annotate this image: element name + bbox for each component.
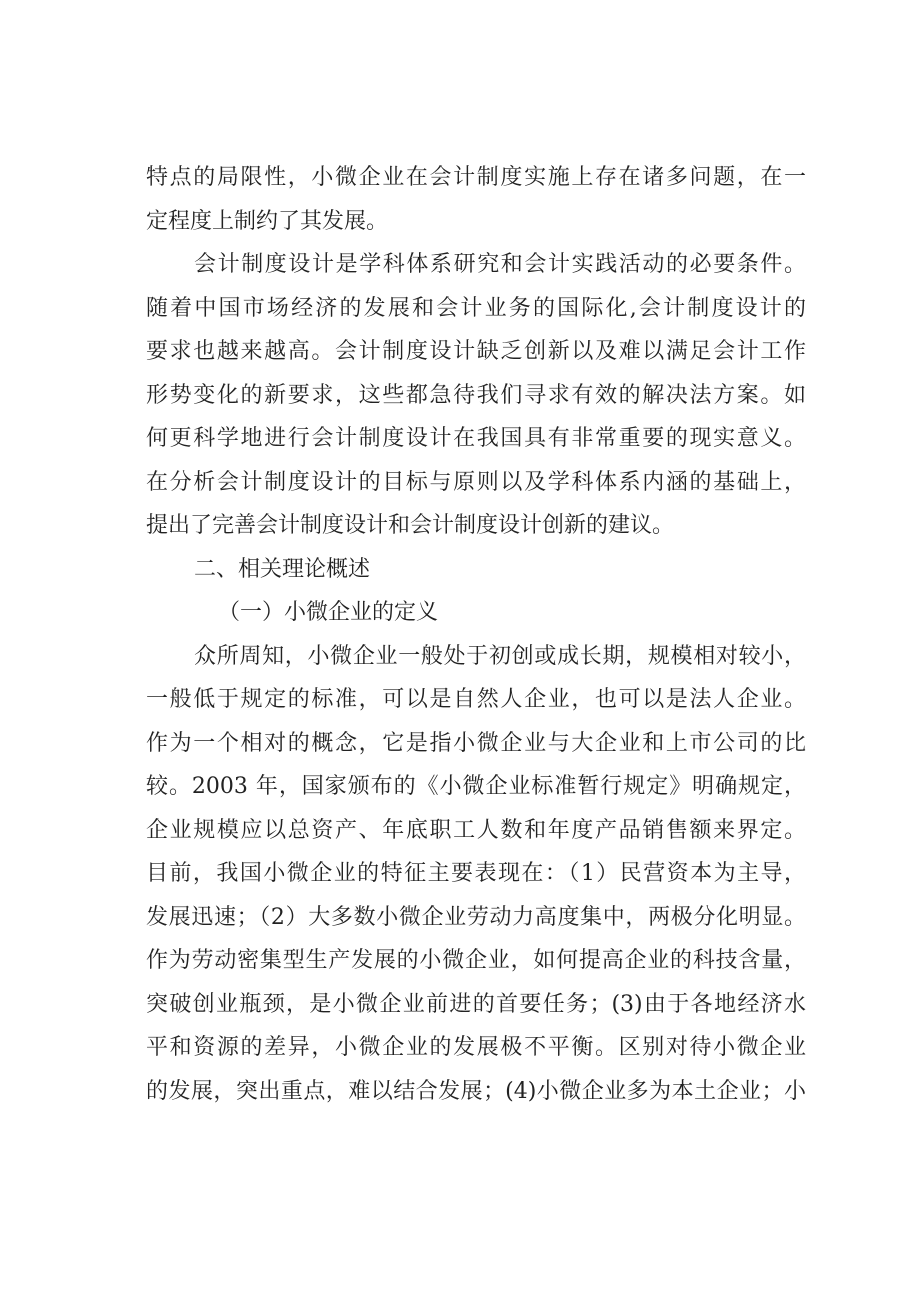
text-line: 提出了完善会计制度设计和会计制度设计创新的建议。 [146, 513, 675, 538]
text-line: 定程度上制约了其发展。 [146, 208, 389, 234]
text-line: 一般低于规定的标准，可以是自然人企业，也可以是法人企业。 [146, 687, 806, 712]
text-line: 众所周知，小微企业一般处于初创或成长期，规模相对较小， [194, 643, 806, 669]
text-line: 较。2003 年，国家颁布的《小微企业标准暂行规定》明确规定， [146, 774, 806, 799]
text-line: 发展迅速；（2）大多数小微企业劳动力高度集中，两极分化明显。 [146, 904, 806, 930]
text-line: 目前，我国小微企业的特征主要表现在：（1）民营资本为主导， [146, 861, 806, 886]
paragraph-3 [146, 635, 806, 1114]
document-body [146, 156, 806, 1113]
subsection-heading: （一）小微企业的定义 [218, 600, 439, 625]
text-line: 特点的局限性，小微企业在会计制度实施上存在诸多问题，在一 [146, 165, 806, 190]
text-line: 要求也越来越高。会计制度设计缺乏创新以及难以满足会计工作 [146, 339, 806, 364]
paragraph-1 [146, 156, 806, 243]
text-line: 会计制度设计是学科体系研究和会计实践活动的必要条件。 [194, 252, 806, 277]
text-line: 何更科学地进行会计制度设计在我国具有非常重要的现实意义。 [146, 426, 806, 451]
text-line: 的发展，突出重点，难以结合发展；(4)小微企业多为本土企业；小 [146, 1078, 806, 1104]
text-line: 在分析会计制度设计的目标与原则以及学科体系内涵的基础上， [146, 469, 806, 495]
text-line: 平和资源的差异，小微企业的发展极不平衡。区别对待小微企业 [146, 1035, 806, 1060]
paragraph-2 [146, 243, 806, 548]
section-heading: 二、相关理论概述 [194, 556, 371, 582]
text-line: 随着中国市场经济的发展和会计业务的国际化,会计制度设计的 [146, 295, 806, 321]
text-line: 形势变化的新要求，这些都急待我们寻求有效的解决法方案。如 [146, 382, 806, 408]
text-line: 突破创业瓶颈，是小微企业前进的首要任务；(3)由于各地经济水 [146, 991, 806, 1017]
text-line: 企业规模应以总资产、年底职工人数和年度产品销售额来界定。 [146, 817, 806, 843]
text-line: 作为劳动密集型生产发展的小微企业，如何提高企业的科技含量， [146, 948, 806, 973]
text-line: 作为一个相对的概念，它是指小微企业与大企业和上市公司的比 [146, 730, 806, 756]
